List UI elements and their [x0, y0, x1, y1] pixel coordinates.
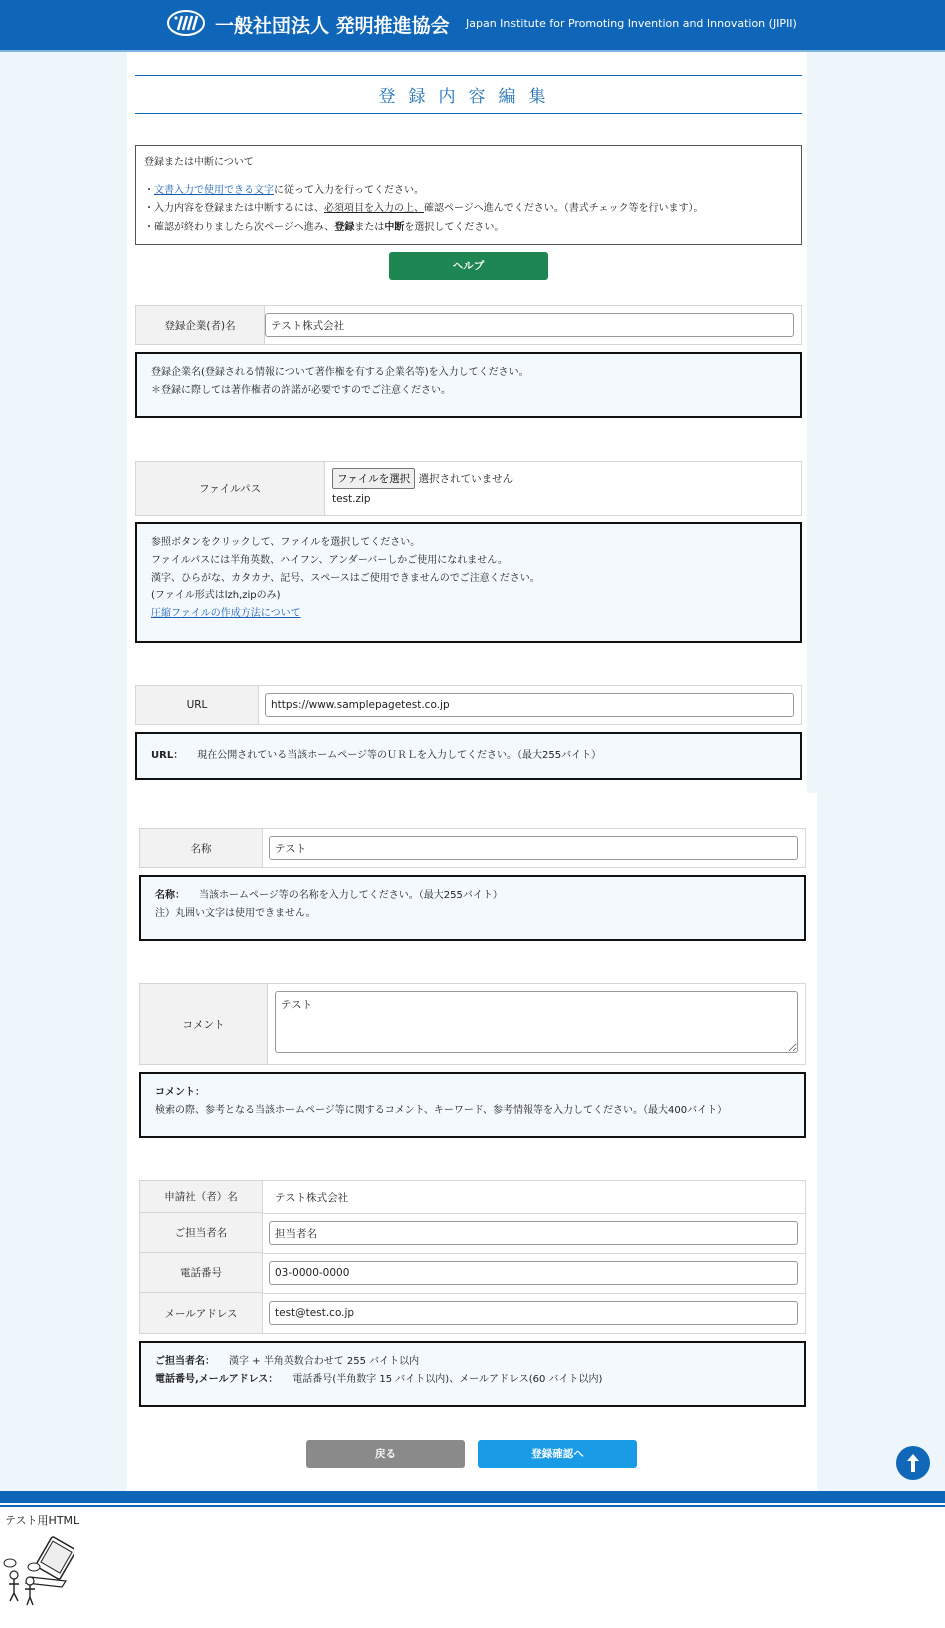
help-button[interactable]: ヘルプ [389, 252, 548, 280]
comment-row [139, 983, 806, 1065]
file-label: ファイルパス [136, 462, 325, 515]
choose-file-button[interactable]: ファイルを選択 [332, 468, 415, 489]
notice-line-1: ・文書入力で使用できる文字に従って入力を行ってください。 [144, 184, 424, 196]
name-label: 名称 [140, 829, 263, 867]
org-name[interactable]: 一般社団法人 発明推進協会 [215, 15, 450, 37]
page-title: 登録内容編集 [378, 87, 559, 107]
email-input[interactable] [269, 1301, 798, 1325]
file-hint: 参照ボタンをクリックして、ファイルを選択してください。 ファイルパスには半角英数、ハイフン、アンダーバーしかご使用になれません。 漢字、ひらがな、カタカナ、記号、スペースはご使用できませんのでご注意ください。 (ファイル形式はlzh,zipのみ) 圧縮ファイルの作成方法について [135, 522, 802, 643]
url-hint: URL： 現在公開されている当該ホームページ等のＵＲＬを入力してください。（最大255バイト） [135, 732, 802, 780]
back-button[interactable]: 戻る [306, 1440, 465, 1468]
phone-label: 電話番号 [140, 1253, 263, 1293]
name-input[interactable] [269, 836, 798, 860]
company-row [135, 305, 802, 345]
applicant-company-label: 申請社（者）名 [140, 1181, 263, 1213]
jipii-logo-icon[interactable] [166, 9, 206, 37]
footer-rule [0, 1505, 945, 1507]
arrow-up-icon [905, 1453, 921, 1473]
phone-input[interactable] [269, 1261, 798, 1285]
footer-band [0, 1491, 945, 1503]
company-name-input[interactable] [265, 313, 794, 337]
contact-person-input[interactable] [269, 1221, 798, 1245]
compression-howto-link[interactable]: 圧縮ファイルの作成方法について [151, 608, 301, 620]
scroll-to-top-button[interactable] [896, 1446, 930, 1480]
notice-line-2: ・入力内容を登録または中断するには、必須項目を入力の上、確認ページへ進んでください。（書式チェック等を行います）。 [144, 203, 704, 214]
applicant-table [139, 1180, 806, 1334]
notice-line-3: ・確認が終わりましたら次ページへ進み、登録または中断を選択してください。 [144, 221, 505, 233]
applicant-company-value: テスト株式会社 [275, 1192, 349, 1204]
company-hint: 登録企業名(登録される情報について著作権を有する企業名等)を入力してください。 ＊登録に際しては著作権者の許諾が必要ですのでご注意ください。 [135, 352, 802, 418]
file-status: 選択されていません [418, 473, 514, 485]
title-rule-bottom [135, 113, 802, 114]
file-picker [332, 468, 513, 489]
comment-label: コメント [140, 984, 268, 1064]
contact-person-label: ご担当者名 [140, 1213, 263, 1253]
applicant-hint: ご担当者名： 漢字 + 半角英数合わせて 255 バイト以内 電話番号,メールアドレス： 電話番号(半角数字 15 バイト以内)、メールアドレス(60 バイト以内) [139, 1341, 806, 1407]
name-hint: 名称： 当該ホームページ等の名称を入力してください。（最大255バイト） 注）丸囲い文字は使用できません。 [139, 875, 806, 941]
allowed-characters-link[interactable]: 文書入力で使用できる文字 [154, 184, 274, 196]
email-label: メールアドレス [140, 1293, 263, 1333]
footer-text: テスト用HTML [5, 1514, 80, 1527]
confirm-registration-button[interactable]: 登録確認へ [478, 1440, 637, 1468]
company-label: 登録企業(者)名 [136, 306, 265, 344]
notice-box [135, 145, 802, 245]
url-label: URL [136, 686, 259, 724]
current-file-name: test.zip [332, 493, 371, 505]
notice-heading: 登録または中断について [144, 157, 254, 168]
name-row [139, 828, 806, 868]
comment-textarea[interactable] [275, 991, 798, 1053]
robot-laptop-illustration [2, 1535, 74, 1607]
title-rule-top [135, 75, 802, 76]
org-name-english: Japan Institute for Promoting Invention and Innovation (JIPII) [466, 17, 797, 30]
url-input[interactable] [265, 693, 794, 717]
comment-hint: コメント：検索の際、参考となる当該ホームページ等に関するコメント、キーワード、参考情報等を入力してください。（最大400バイト） [139, 1072, 806, 1138]
file-row [135, 461, 802, 516]
url-row [135, 685, 802, 725]
